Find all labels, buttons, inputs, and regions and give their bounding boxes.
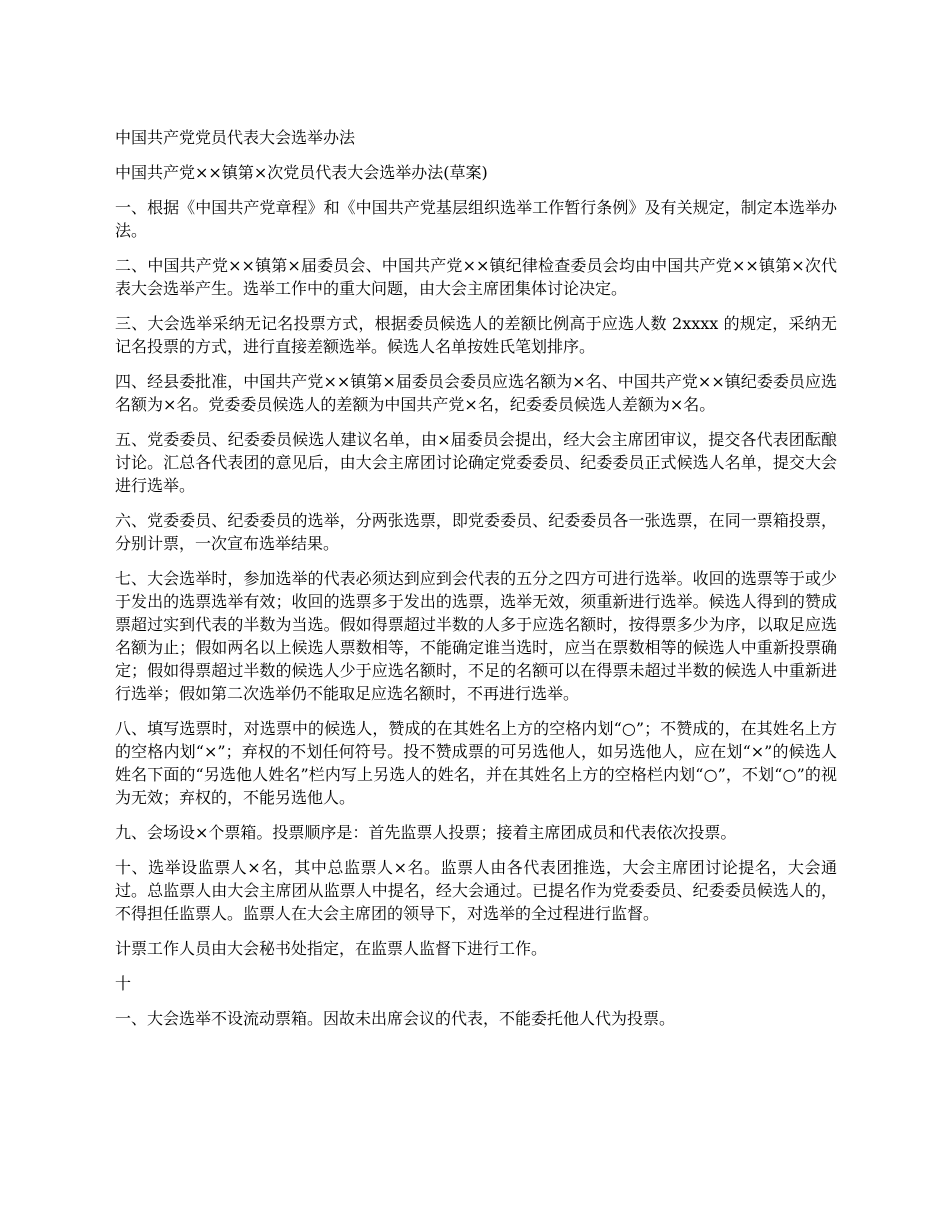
article-1: 一、根据《中国共产党章程》和《中国共产党基层组织选举工作暂行条例》及有关规定，制定本选举办法。: [115, 198, 837, 240]
document-page: [115, 126, 837, 1042]
article-11-heading: 十: [115, 974, 132, 993]
document-title: 中国共产党党员代表大会选举办法: [115, 128, 356, 147]
document-subtitle: 中国共产党××镇第×次党员代表大会选举办法(草案): [115, 163, 488, 182]
article-2: 二、中国共产党××镇第×届委员会、中国共产党××镇纪律检查委员会均由中国共产党××镇第×次代表大会选举产生。选举工作中的重大问题，由大会主席团集体讨论决定。: [115, 256, 837, 298]
article-3: 三、大会选举采纳无记名投票方式，根据委员候选人的差额比例高于应选人数 2xxxx 的规定，采纳无记名投票的方式，进行直接差额选举。候选人名单按姓氏笔划排序。: [115, 314, 837, 356]
article-7: 七、大会选举时，参加选举的代表必须达到应到会代表的五分之四方可进行选举。收回的选票等于或少于发出的选票选举有效；收回的选票多于发出的选票，选举无效，须重新进行选举。候选人得到的赞成票超过实到代表的半数为当选。假如得票超过半数的人多于应选名额时，按得票多少为序，以取足应选名额为止；假如两名以上候选人票数相等，不能确定谁当选时，应当在票数相等的候选人中重新投票确定；假如得票超过半数的候选人少于应选名额时，不足的名额可以在得票未超过半数的候选人中重新进行选举；假如第二次选举仍不能取足应选名额时，不再进行选举。: [115, 569, 837, 703]
article-10: 十、选举设监票人×名，其中总监票人×名。监票人由各代表团推选，大会主席团讨论提名，大会通过。总监票人由大会主席团从监票人中提名，经大会通过。已提名作为党委委员、纪委委员候选人的，不得担任监票人。监票人在大会主席团的领导下，对选举的全过程进行监督。: [115, 858, 837, 923]
article-4: 四、经县委批准，中国共产党××镇第×届委员会委员应选名额为×名、中国共产党××镇纪委委员应选名额为×名。党委委员候选人的差额为中国共产党×名，纪委委员候选人差额为×名。: [115, 372, 837, 414]
article-6: 六、党委委员、纪委委员的选举，分两张选票，即党委委员、纪委委员各一张选票，在同一票箱投票，分别计票，一次宣布选举结果。: [115, 511, 837, 553]
article-11: 一、大会选举不设流动票箱。因故未出席会议的代表，不能委托他人代为投票。: [115, 1009, 676, 1028]
counting-staff-note: 计票工作人员由大会秘书处指定，在监票人监督下进行工作。: [115, 939, 548, 958]
article-5: 五、党委委员、纪委委员候选人建议名单，由×届委员会提出，经大会主席团审议，提交各代表团酝酿讨论。汇总各代表团的意见后，由大会主席团讨论确定党委委员、纪委委员正式候选人名单，提交大会进行选举。: [115, 430, 837, 495]
article-9: 九、会场设×个票箱。投票顺序是：首先监票人投票；接着主席团成员和代表依次投票。: [115, 823, 737, 842]
article-8: 八、填写选票时，对选票中的候选人，赞成的在其姓名上方的空格内划“○”；不赞成的，在其姓名上方的空格内划“×”；弃权的不划任何符号。投不赞成票的可另选他人，如另选他人，应在划“×”的候选人姓名下面的“另选他人姓名”栏内写上另选人的姓名，并在其姓名上方的空格栏内划“○”，不划“○”的视为无效；弃权的，不能另选他人。: [115, 719, 837, 807]
